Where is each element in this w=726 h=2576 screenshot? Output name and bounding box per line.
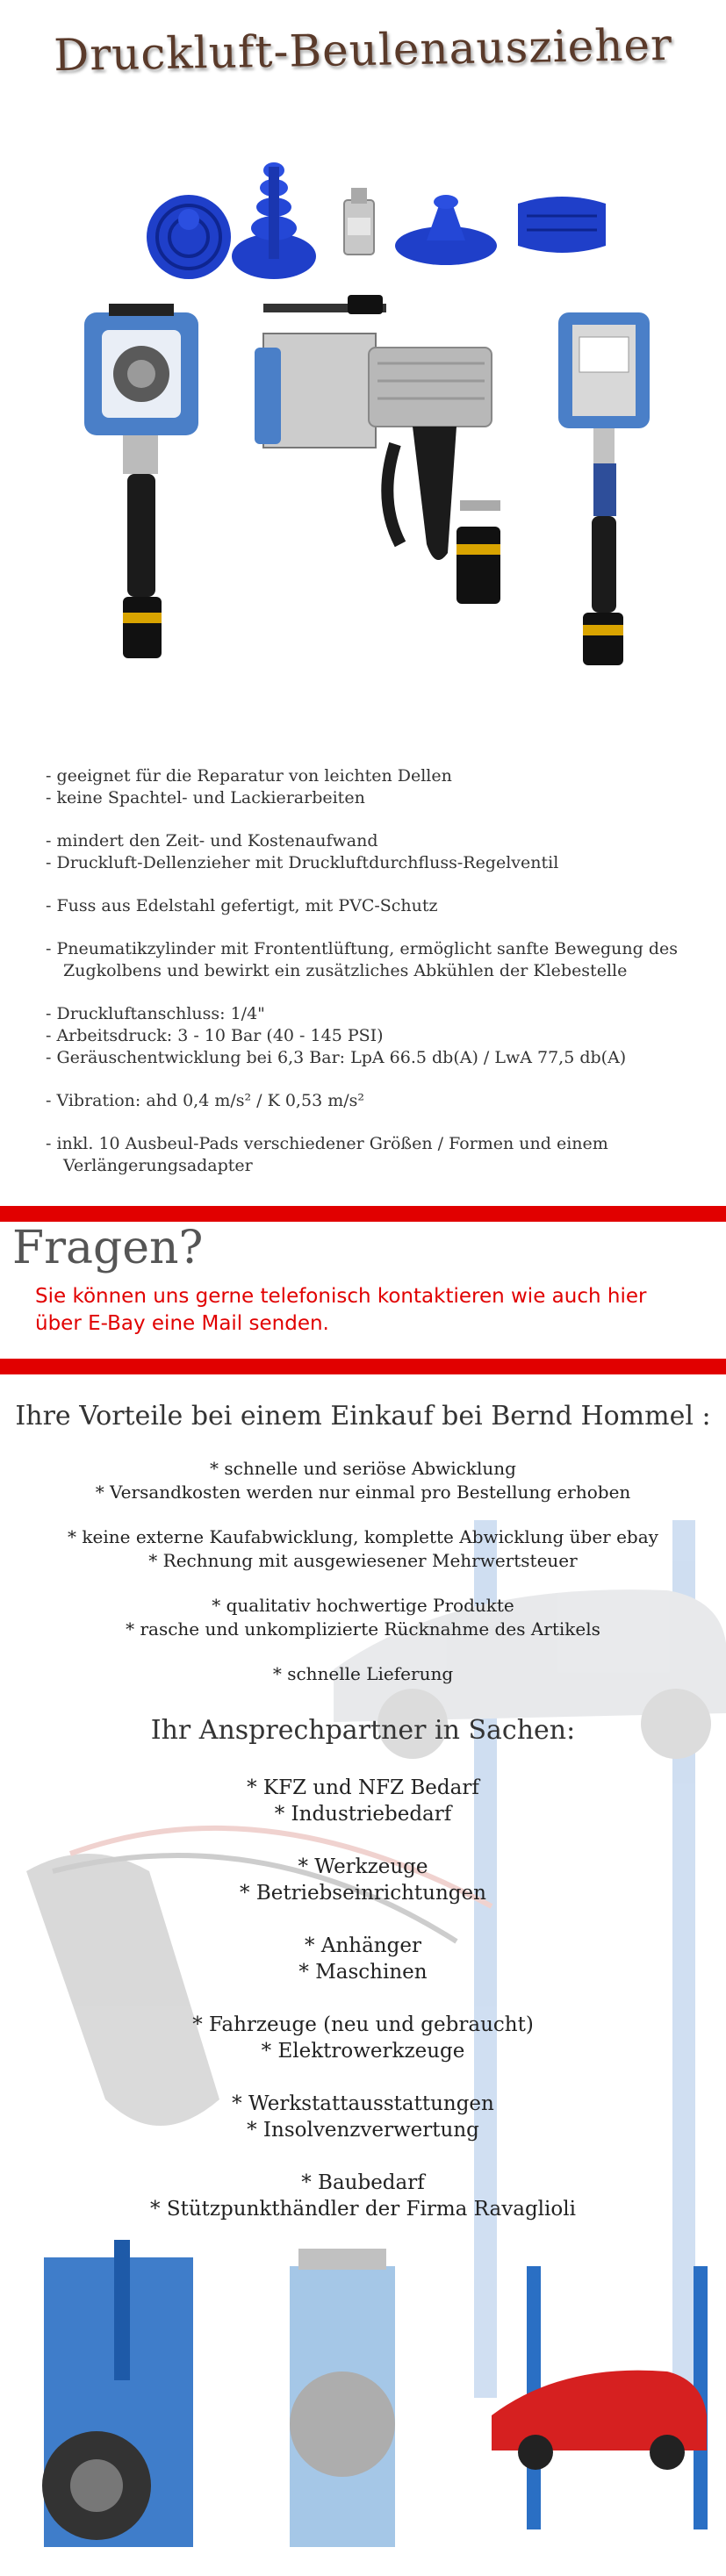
- tire-changer-image: [42, 2240, 193, 2547]
- feature-item: - Geräuschentwicklung bei 6,3 Bar: LpA 66.5 db(A) / LwA 77,5 db(A): [46, 1048, 627, 1067]
- vorteil-item: * Rechnung mit ausgewiesener Mehrwertsteuer: [148, 1550, 578, 1571]
- dent-puller-back: [558, 312, 650, 665]
- ansprech-item: * Industriebedarf: [274, 1803, 452, 1826]
- ansprech-item: * Anhänger: [305, 1934, 421, 1957]
- pad-oval: [518, 197, 606, 253]
- vorteile-heading: Ihre Vorteile bei einem Einkauf bei Bernd Hommel :: [15, 1401, 711, 1432]
- product-illustration: [0, 132, 726, 746]
- vorteil-item: * schnelle und seriöse Abwicklung: [210, 1458, 516, 1479]
- feature-item: - Vibration: ahd 0,4 m/s² / K 0,53 m/s²: [46, 1091, 364, 1110]
- feature-item: - Druckluftanschluss: 1/4": [46, 1004, 265, 1023]
- ansprech-item: * Werkzeuge: [298, 1855, 428, 1878]
- ansprech-list: [0, 1775, 726, 2222]
- ansprech-item: * Werkstattausstattungen: [232, 2092, 494, 2115]
- ansprech-heading: Ihr Ansprechpartner in Sachen:: [150, 1715, 576, 1746]
- vorteile-list: [0, 1457, 726, 1686]
- dent-puller-side: [255, 295, 500, 604]
- vorteil-item: * schnelle Lieferung: [272, 1663, 454, 1684]
- vorteil-item: * rasche und unkomplizierte Rücknahme des Artikels: [126, 1618, 600, 1640]
- ansprech-item: * Betriebseinrichtungen: [240, 1882, 486, 1905]
- ansprech-item: * Stützpunkthändler der Firma Ravaglioli: [150, 2198, 576, 2221]
- feature-item: - Arbeitsdruck: 3 - 10 Bar (40 - 145 PSI): [46, 1026, 384, 1045]
- ansprech-item: * Maschinen: [298, 1961, 428, 1984]
- ansprech-item: * KFZ und NFZ Bedarf: [247, 1776, 479, 1799]
- feature-item: - geeignet für die Reparatur von leichten Dellen: [46, 766, 452, 786]
- feature-item: - Pneumatikzylinder mit Frontentlüftung, ermöglicht sanfte Bewegung des Zugkolbens und bewirkt ein zusätzliches Abkühlen der Klebestelle: [46, 939, 678, 980]
- pad-cone: [395, 195, 497, 265]
- feature-item: - inkl. 10 Ausbeul-Pads verschiedener Größen / Formen und einem Verlängerungsadapter: [46, 1134, 608, 1175]
- ansprech-item: * Baubedarf: [301, 2171, 425, 2194]
- red-divider-top: [0, 1206, 726, 1222]
- product-images: [0, 132, 726, 746]
- fragen-heading: Fragen?: [12, 1222, 204, 1274]
- dent-puller-front: [84, 304, 198, 658]
- feature-item: - Druckluft-Dellenzieher mit Druckluftdurchfluss-Regelventil: [46, 853, 559, 872]
- vorteil-item: * Versandkosten werden nur einmal pro Bestellung erhoben: [95, 1482, 631, 1503]
- ansprech-item: * Fahrzeuge (neu und gebraucht): [192, 2013, 534, 2036]
- vorteil-item: * keine externe Kaufabwicklung, komplette Abwicklung über ebay: [68, 1526, 658, 1547]
- feature-item: - mindert den Zeit- und Kostenaufwand: [46, 831, 378, 850]
- adapter: [344, 188, 374, 255]
- ansprech-item: * Insolvenzverwertung: [247, 2119, 479, 2142]
- vorteil-item: * qualitativ hochwertige Produkte: [212, 1595, 514, 1616]
- page-title: Druckluft-Beulenauszieher: [53, 18, 673, 82]
- ansprech-item: * Elektrowerkzeuge: [261, 2040, 465, 2063]
- pad-stacked: [232, 162, 316, 279]
- red-divider-bottom: [0, 1359, 726, 1374]
- feature-list: [46, 765, 695, 1177]
- wheel-balancer-image: [290, 2249, 395, 2547]
- fragen-text: Sie können uns gerne telefonisch kontaktieren wie auch hier über E-Bay eine Mail senden.: [35, 1285, 647, 1335]
- feature-item: - Fuss aus Edelstahl gefertigt, mit PVC-Schutz: [46, 896, 438, 915]
- pad-round-ribbed: [147, 195, 231, 279]
- feature-item: - keine Spachtel- und Lackierarbeiten: [46, 788, 365, 807]
